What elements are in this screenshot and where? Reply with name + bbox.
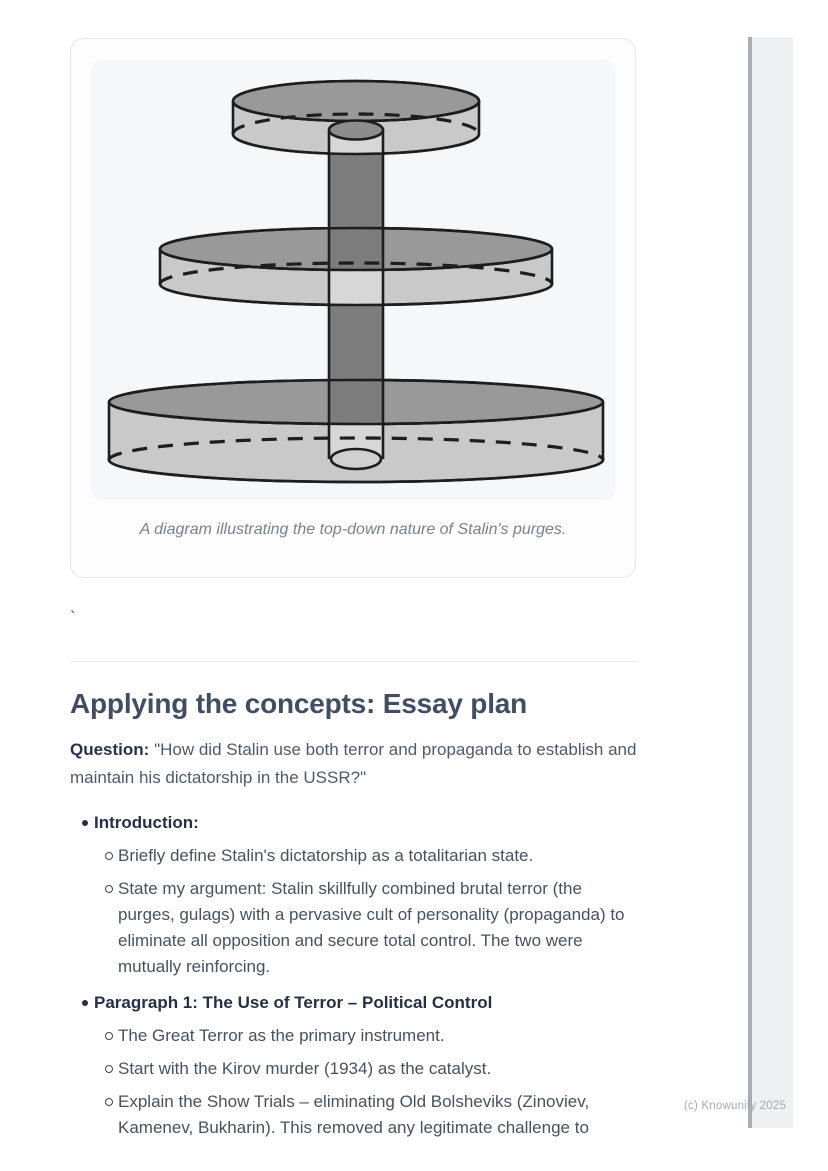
question-label: Question: [70, 740, 150, 759]
plan-item-title-text: Introduction: [94, 813, 199, 832]
plan-item-title [70, 810, 638, 836]
footer-copyright: (c) Knowunity 2025 [684, 1100, 787, 1112]
plan-subitem-text: Explain the Show Trials – eliminating Old Bolsheviks (Zinoviev, Kamenev, Bukharin). This removed any legitimate challenge to [118, 1092, 590, 1137]
bullet-dot-icon [82, 1000, 88, 1006]
circle-bullet-icon [105, 852, 113, 860]
plan-subitem [70, 1089, 638, 1141]
plan-subitem [70, 876, 638, 980]
section-heading: Applying the concepts: Essay plan [70, 688, 528, 719]
question-text: "How did Stalin use both terror and propaganda to establish and maintain his dictatorship in the USSR?" [70, 740, 637, 787]
plan-item-introduction [70, 810, 638, 980]
circle-bullet-icon [105, 1032, 113, 1040]
section-divider [70, 661, 638, 662]
plan-subitem-text: Briefly define Stalin's dictatorship as a totalitarian state. [118, 846, 534, 865]
page-scrollbar[interactable] [748, 37, 793, 1128]
plan-subitem [70, 1023, 638, 1049]
figure-caption: A diagram illustrating the top-down nature of Stalin's purges. [139, 521, 567, 538]
plan-subitem-text: State my argument: Stalin skillfully combined brutal terror (the purges, gulags) with a pervasive cult of personality (propaganda) to eliminate all opposition and secure total control. The two were mutually reinforcing. [118, 879, 625, 976]
circle-bullet-icon [105, 885, 113, 893]
purge-tiers-diagram [92, 60, 614, 498]
stray-backtick: ` [70, 608, 76, 627]
figure-image [92, 60, 614, 498]
plan-subitem [70, 1056, 638, 1082]
document-content [70, 0, 638, 1141]
essay-plan-list [70, 810, 638, 1141]
plan-item-title-text: Paragraph 1: The Use of Terror – Political Control [94, 993, 493, 1012]
bullet-dot-icon [82, 820, 88, 826]
figure-card [70, 38, 636, 578]
question-paragraph [70, 736, 638, 792]
plan-item-paragraph-1 [70, 990, 638, 1141]
circle-bullet-icon [105, 1065, 113, 1073]
plan-subitem-text: Start with the Kirov murder (1934) as the catalyst. [118, 1059, 492, 1078]
circle-bullet-icon [105, 1098, 113, 1106]
plan-item-title [70, 990, 638, 1016]
plan-subitem [70, 843, 638, 869]
plan-subitem-text: The Great Terror as the primary instrument. [118, 1026, 445, 1045]
